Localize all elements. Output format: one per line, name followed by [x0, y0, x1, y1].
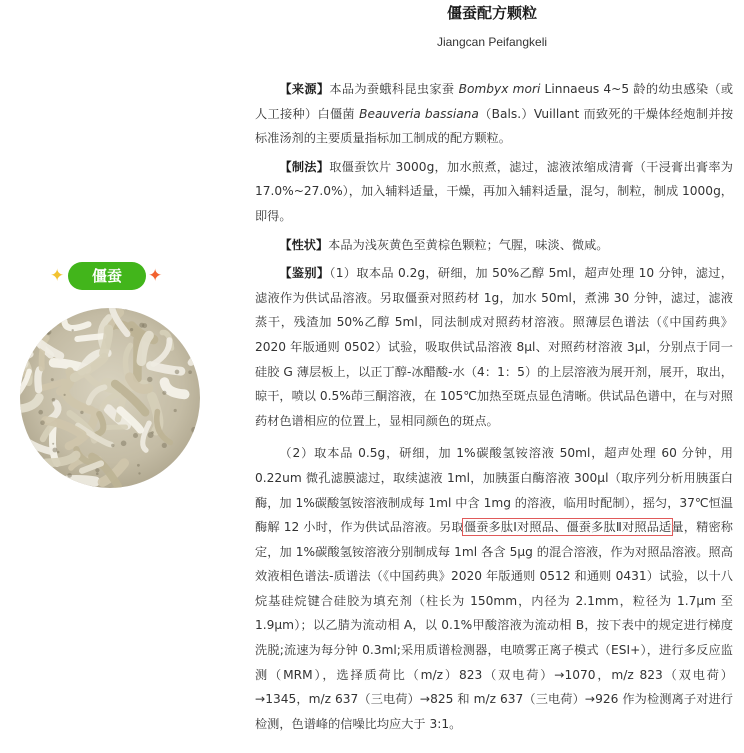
- herb-badge: [50, 262, 170, 292]
- method-paragraph: [255, 155, 733, 229]
- source-text-2: Linnaeus 4~5 龄的幼虫感染（或人工接种）白僵菌: [255, 82, 734, 121]
- latin-name-bombyx: Bombyx mori: [458, 82, 541, 96]
- identification-text-1: （1）取本品 0.2g，研细，加 50%乙醇 5ml，超声处理 10 分钟，滤过，滤液作为供试品溶液。另取僵蚕对照药材 1g，加水 50ml，煮沸 30 分钟，滤过，滤液蒸干，残渣加 50%乙醇 5ml，同法制成对照药材溶液。照薄层色谱法（《中国药典》2020 年版通则 0502）试验，吸取供试品溶液 8μl、对照药材溶液 3μl，分别点于同一硅胶 G 薄层板上，以正丁醇-冰醋酸-水（4：1：5）的上层溶液为展开剂，展开，取出，晾干，喷以 0.5%茚三酮溶液，在 105℃加热至斑点显色清晰。供试品色谱中，在与对照药材色谱相应的位置上，显相同颜色的斑点。: [255, 266, 733, 428]
- identification-text-2a: （2）取本品 0.5g，研细，加 1%碳酸氢铵溶液 50ml，超声处理 60 分钟，用 0.22um 微孔滤膜滤过，取续滤液 1ml，加胰蛋白酶溶液 300μl（取序列分析用胰蛋白酶，加 1%碳酸氢铵溶液制成每 1ml 中含 1mg 的溶液，临用时配制），摇匀，37℃恒温酶解 12 小时，作为供试品溶液。另取: [255, 446, 733, 535]
- identification-paragraph-1: [255, 261, 733, 433]
- source-tag: 【来源】: [279, 82, 330, 96]
- sparkle-icon: ✦: [50, 266, 65, 286]
- page-title: 僵蚕配方颗粒: [446, 4, 537, 22]
- character-text: 本品为浅灰黄色至黄棕色颗粒；气腥，味淡、微咸。: [328, 237, 609, 252]
- method-text: 取僵蚕饮片 3000g，加水煎煮，滤过，滤液浓缩成清膏（干浸膏出膏率为 17.0%~27.0%），加入辅料适量，干燥，再加入辅料适量，混匀，制粒，制成 1000g，即得。: [255, 159, 733, 223]
- source-text-3: （Bals.）Vuillant 而致死的干燥体经炮制并按标准汤剂的主要质量指标加工制成的配方颗粒。: [255, 106, 734, 146]
- herb-badge-label: 僵蚕: [68, 262, 146, 290]
- identification-paragraph-2: [255, 441, 733, 736]
- page-subtitle: Jiangcan Peifangkeli: [436, 35, 548, 49]
- jiangcan-photo-icon: [20, 308, 200, 488]
- highlighted-reference-text: 僵蚕多肽Ⅰ对照品、僵蚕多肽Ⅱ对照品适: [463, 520, 672, 535]
- source-text-1: 本品为蚕蛾科昆虫家蚕: [329, 82, 459, 96]
- identification-tag: 【鉴别】: [279, 266, 330, 281]
- monograph-body: [255, 77, 733, 740]
- method-tag: 【制法】: [279, 159, 330, 174]
- source-paragraph: [255, 77, 733, 151]
- latin-name-beauveria: Beauveria bassiana: [359, 106, 479, 121]
- identification-text-2b: 量，精密称定，加 1%碳酸氢铵溶液分别制成每 1ml 各含 5μg 的混合溶液，作为对照品溶液。照高效液相色谱法-质谱法（《中国药典》2020 年版通则 0512 和通则 0431）试验，以十八烷基硅烷键合硅胶为填充剂（柱长为 150mm，内径为 2.1mm，粒径为 1.7μm 至 1.9μm）；以乙腈为流动相 A，以 0.1%甲酸溶液为流动相 B，按下表中的规定进行梯度洗脱;流速为每分钟 0.3ml;采用质谱检测器，电喷雾正离子模式（ESI+），进行多反应监测（MRM），选择质荷比（m/z）823（双电荷）→1070，m/z 823（双电荷）→1345，m/z 637（三电荷）→825 和 m/z 637（三电荷）→926 作为检测离子对进行检测，色谱峰的信噪比均应大于 3:1。: [255, 520, 733, 731]
- sparkle-icon: ✦: [148, 266, 163, 286]
- character-tag: 【性状】: [279, 237, 329, 252]
- character-paragraph: [255, 233, 733, 258]
